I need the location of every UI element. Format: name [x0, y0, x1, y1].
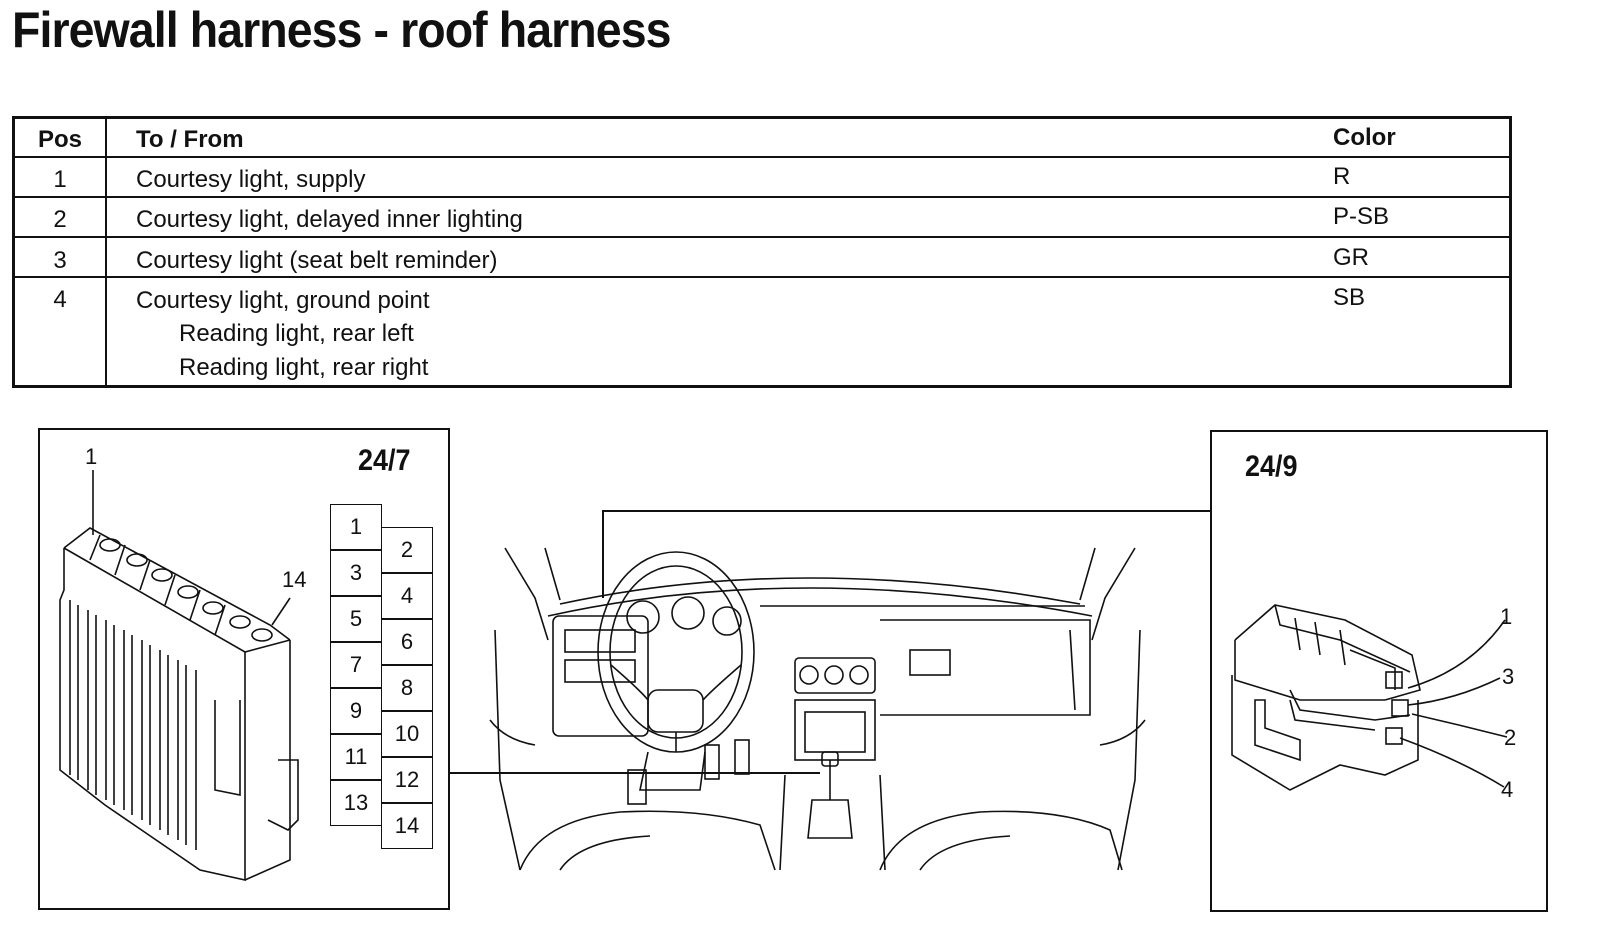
pin-grid-cell: 14	[381, 803, 433, 849]
pin-grid-cell: 12	[381, 757, 433, 803]
row-pos: 3	[53, 247, 67, 274]
page-title: Firewall harness - roof harness	[12, 2, 671, 58]
header-to-from: To / From	[136, 126, 244, 153]
pin-grid-cell: 11	[330, 734, 382, 780]
pin-callout-4: 4	[1501, 777, 1514, 802]
row-pos: 4	[53, 286, 67, 313]
row-sub-item: Reading light, rear right	[179, 354, 429, 381]
pin-grid-cell: 5	[330, 596, 382, 642]
connector-label: 24/7	[358, 444, 411, 477]
pin-grid-cell: 3	[330, 550, 382, 596]
pin-grid-cell: 2	[381, 527, 433, 573]
header-color: Color	[1333, 124, 1396, 151]
row-color: P-SB	[1333, 203, 1390, 230]
row-to-from: Courtesy light (seat belt reminder)	[136, 247, 498, 274]
header-pos: Pos	[37, 126, 82, 153]
row-to-from: Courtesy light, ground point	[136, 287, 430, 314]
connector-label: 24/9	[1245, 450, 1298, 483]
row-to-from: Courtesy light, supply	[136, 166, 366, 193]
row-color: GR	[1333, 244, 1369, 271]
row-color: R	[1333, 163, 1351, 190]
pin-grid-cell: 6	[381, 619, 433, 665]
pin-grid-cell: 13	[330, 780, 382, 826]
row-sub-item: Reading light, rear left	[179, 320, 414, 347]
row-color: SB	[1333, 284, 1366, 311]
pin-callout-1: 1	[1500, 604, 1513, 629]
pin-callout-2: 2	[1504, 725, 1517, 750]
pin-grid-cell: 8	[381, 665, 433, 711]
row-pos: 2	[53, 206, 67, 233]
pin-grid-cell: 10	[381, 711, 433, 757]
row-to-from: Courtesy light, delayed inner lighting	[136, 206, 523, 233]
pin-grid-cell: 4	[381, 573, 433, 619]
pin-callout-3: 3	[1502, 664, 1515, 689]
pin-grid-cell: 9	[330, 688, 382, 734]
pin-callout-14: 14	[282, 567, 307, 592]
pin-grid-cell: 1	[330, 504, 382, 550]
row-pos: 1	[53, 166, 67, 193]
pin-callout-1: 1	[85, 444, 98, 469]
pin-grid-cell: 7	[330, 642, 382, 688]
